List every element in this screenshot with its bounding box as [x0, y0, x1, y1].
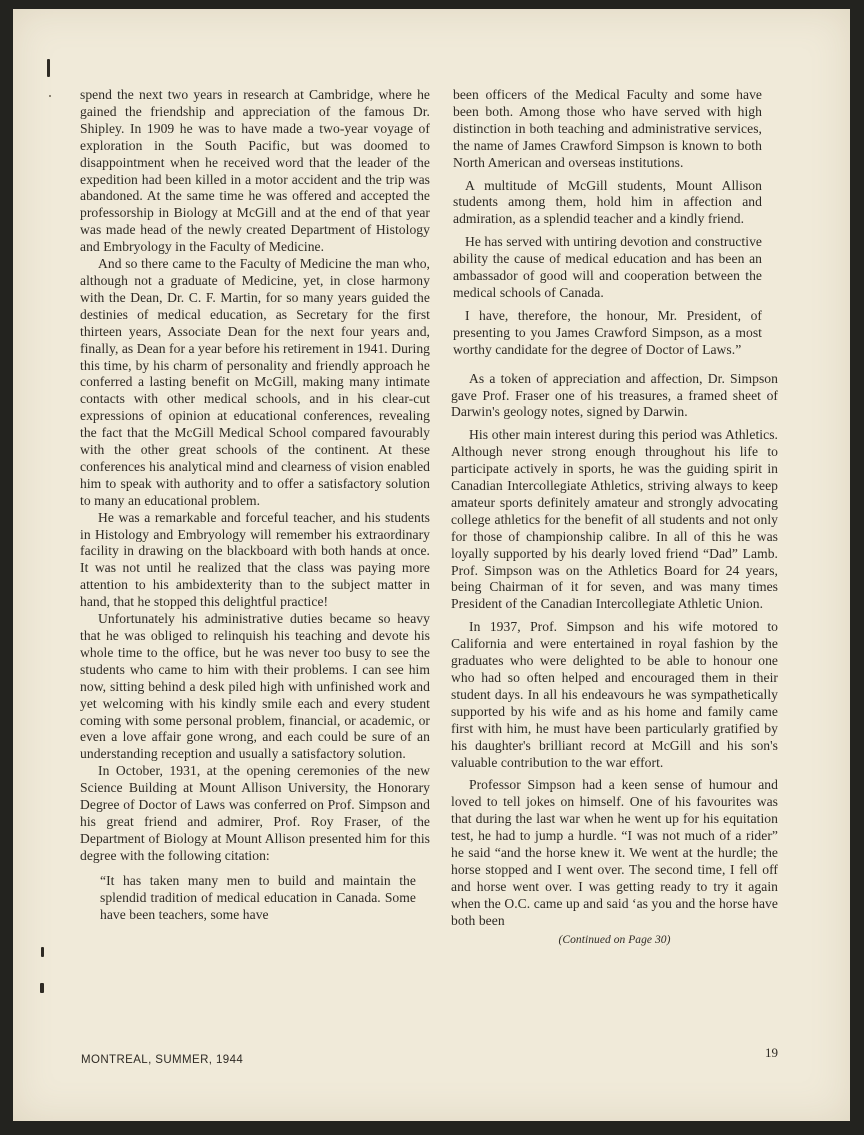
right-column: [451, 87, 778, 949]
paragraph: His other main interest during this period was Athletics. Although never strong enough throughout his life to participate actively in sports, he was the guiding spirit in Canadian Intercollegiate Athletics, striving always to keep amateur sports definitely amateur and strongly advocating college athletics for the benefit of all students and not only for those of championship calibre. In all of this he was loyally supported by his dearly loved friend “Dad” Lamb. Prof. Simpson was on the Athletics Board for 24 years, being Chairman of it for seven, and was many times President of the Canadian Intercollegiate Athletic Union.: [451, 427, 778, 612]
margin-mark: [47, 59, 50, 77]
publication-footer: MONTREAL, SUMMER, 1944: [81, 1054, 244, 1066]
margin-mark: [40, 983, 44, 993]
quote-paragraph: I have, therefore, the honour, Mr. President, of presenting to you James Crawford Simpson, as a most worthy candidate for the degree of Doctor of Laws.”: [453, 307, 762, 357]
paragraph: Unfortunately his administrative duties became so heavy that he was obliged to relinquish his teaching and devote his whole time to the office, but he was never too busy to see the students who came to him with their problems. I can see him now, sitting behind a desk piled high with unfinished work and yet welcoming with his kindly smile each and every student coming with some personal problem, financial, or academic, or even a love affair gone wrong, and each could be sure of an understanding reception and usually a satisfactory solution.: [80, 611, 430, 762]
quote-paragraph: “It has taken many men to build and maintain the splendid tradition of medical education in Canada. Some have been teachers, some have: [100, 872, 416, 922]
left-column: [80, 87, 430, 923]
page-number: 19: [765, 1045, 778, 1060]
margin-mark: [41, 947, 44, 957]
citation-quote-continued: [453, 87, 762, 359]
quote-paragraph: been officers of the Medical Faculty and some have been both. Among those who have served with high distinction in both teaching and administrative services, the name of James Crawford Simpson is known to both North American and overseas institutions.: [453, 87, 762, 170]
paragraph: And so there came to the Faculty of Medicine the man who, although not a graduate of Medicine, yet, in close harmony with the Dean, Dr. C. F. Martin, for so many years guided the destinies of medical education, as Secretary for the first thirteen years, Associate Dean for the next four years and, finally, as Dean for a year before his retirement in 1941. During this time, by his charm of personality and friendly approach he conferred a lasting benefit on McGill, making many intimate contacts with other medical schools, and in his clear-cut expressions of opinion at educational conferences, revealing the fact that the McGill Medical School compared favourably with the other great schools of the continent. At these conferences his analytical mind and clearness of vision enabled him to speak with authority and to offer a satisfactory solution to many an educational problem.: [80, 256, 431, 508]
paragraph: In October, 1931, at the opening ceremonies of the new Science Building at Mount Allison University, the Honorary Degree of Doctor of Laws was conferred on Prof. Simpson and his great friend and admirer, Prof. Roy Fraser, of the Department of Biology at Mount Allison presented him for this degree with the following citation:: [80, 763, 430, 863]
paragraph: He was a remarkable and forceful teacher, and his students in Histology and Embryology will remember his extraordinary facility in drawing on the blackboard with both hands at once. It was not until he realized that the class was paying more attention to his ambidexterity than to the subject matter in hand, that he stopped this delightful practice!: [80, 509, 430, 610]
paragraph: As a token of appreciation and affection, Dr. Simpson gave Prof. Fraser one of his treasures, a framed sheet of Darwin's geology notes, signed by Darwin.: [451, 370, 778, 420]
paragraph: spend the next two years in research at Cambridge, where he gained the friendship and appreciation of the famous Dr. Shipley. In 1909 he was to have made a two-year voyage of exploration in the South Pacific, but was doomed to disappointment when he received word that the leader of the expedition had been killed in a motor accident and the trip was abandoned. At the same time he was offered and accepted the professorship in Biology at McGill and at the end of that year was made head of the newly created Department of Histology and Embryology in the Faculty of Medicine.: [80, 87, 430, 255]
paragraph: Professor Simpson had a keen sense of humour and loved to tell jokes on himself. One of his favourites was that during the last war when he went up for his equitation test, he had to jump a hurdle. “I was not much of a rider” he said “and the horse knew it. We went at the hurdle; the horse stopped and I went over. The second time, I fell off and horse went over. I was getting ready to try it again when the O.C. came up and said ‘as you and the horse have both been: [451, 777, 778, 928]
citation-quote: [100, 873, 416, 924]
quote-paragraph: A multitude of McGill students, Mount Allison students among them, hold him in affection and admiration, as a splendid teacher and a kindly friend.: [453, 177, 762, 227]
quote-paragraph: He has served with untiring devotion and constructive ability the cause of medical education and has been an ambassador of good will and cooperation between the medical schools of Canada.: [453, 234, 762, 300]
continued-note: (Continued on Page 30): [558, 933, 671, 946]
paragraph: In 1937, Prof. Simpson and his wife motored to California and were entertained in royal fashion by the graduates who were delighted to be able to honour one who had so often helped and encouraged them in their student days. In all his endeavours he was sympathetically supported by his wife and as his home and family came first with him, he must have been particularly gratified by his daughter's brilliant record at McGill and his son's valuable contribution to the war effort.: [451, 619, 778, 770]
margin-speck: [49, 95, 51, 97]
magazine-page: [13, 9, 850, 1121]
